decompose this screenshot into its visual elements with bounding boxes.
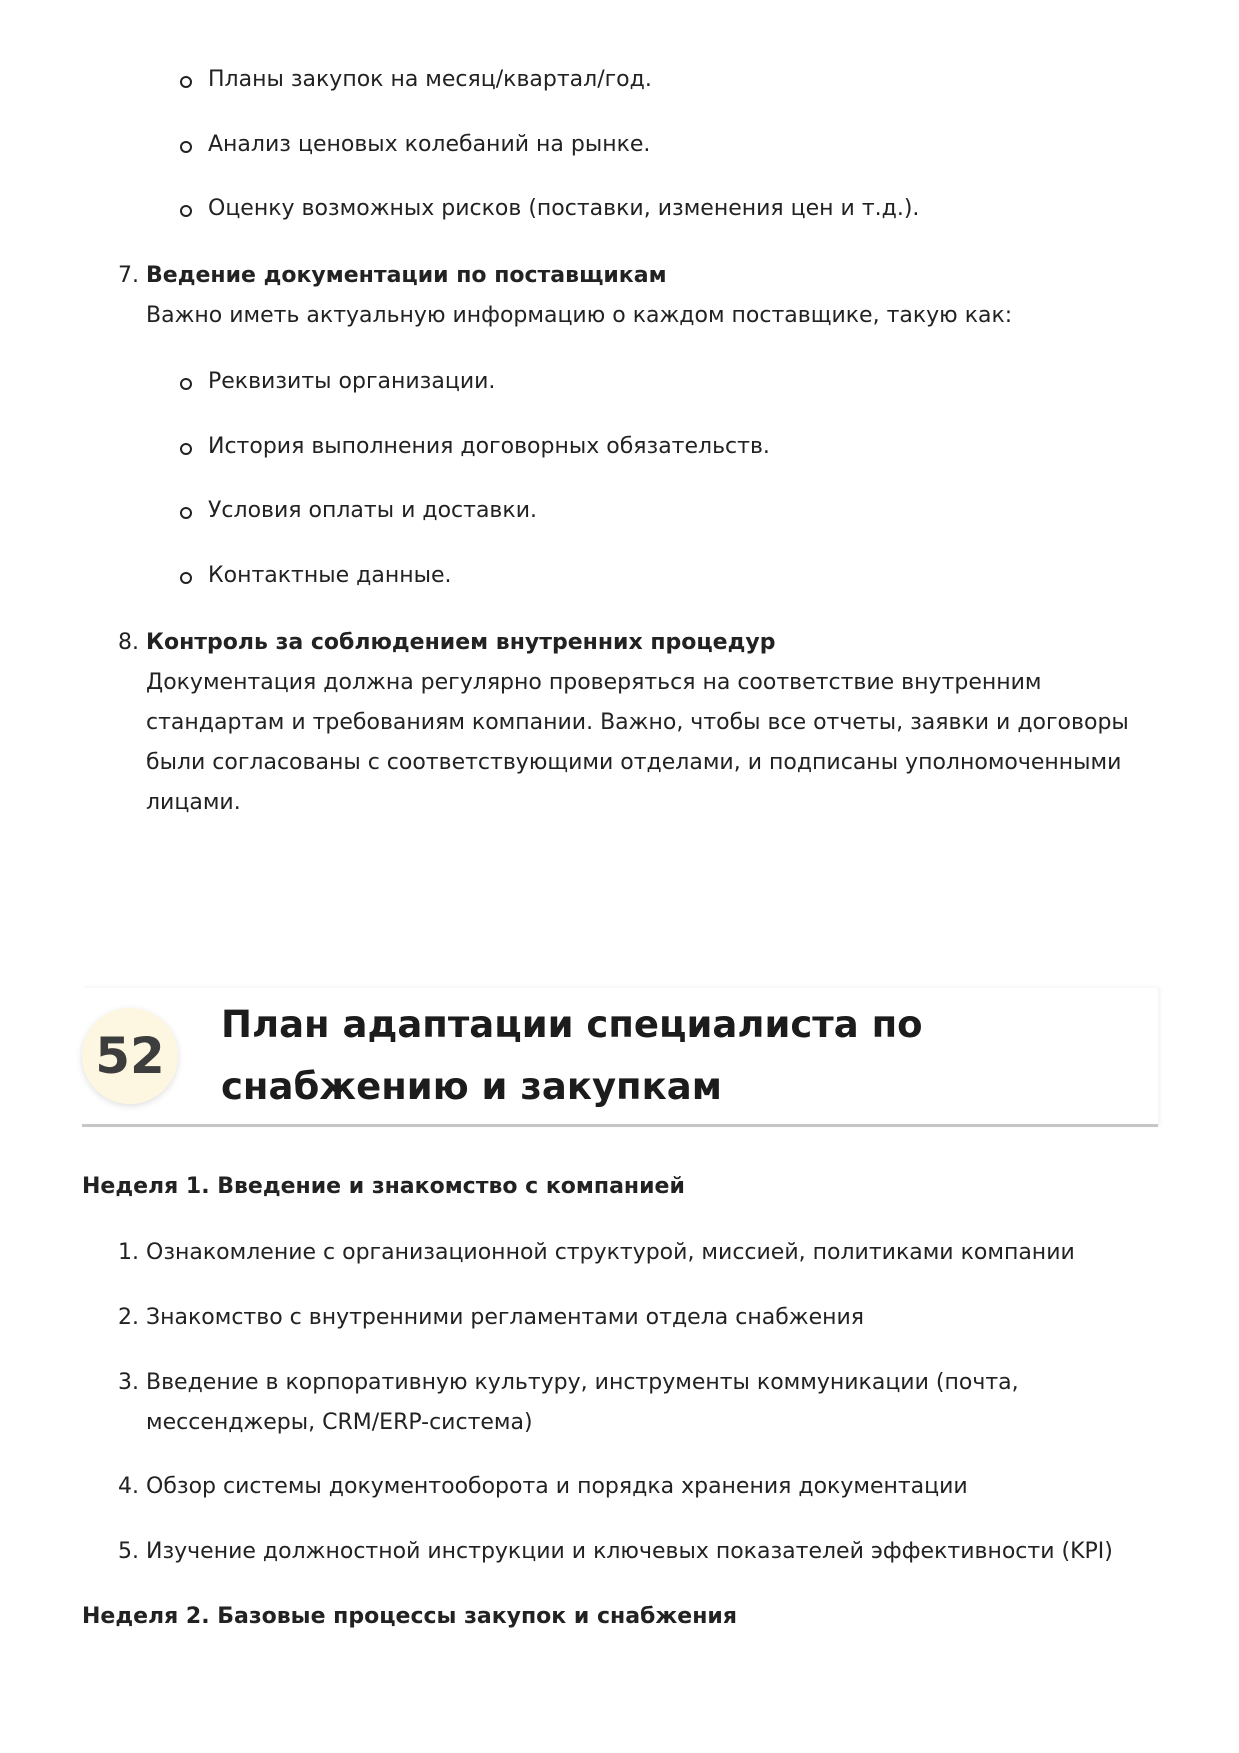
list-item: Реквизиты организации. — [208, 366, 495, 398]
list-item: История выполнения договорных обязательств. — [208, 431, 770, 463]
bullet-ring-icon — [180, 507, 192, 519]
bullet-ring-icon — [180, 205, 192, 217]
list-item: 5. Изучение должностной инструкции и ключевых показателей эффективности (KPI) — [118, 1539, 1113, 1564]
list-item: 4. Обзор системы документооборота и порядка хранения документации — [118, 1474, 968, 1499]
item-title: Контроль за соблюдением внутренних процедур — [146, 630, 776, 655]
item-title: Ведение документации по поставщикам — [146, 263, 667, 288]
section-number-badge: 52 — [82, 1008, 178, 1104]
list-item: 2. Знакомство с внутренними регламентами отдела снабжения — [118, 1305, 865, 1330]
item-text: Документация должна регулярно проверяться на соответствие внутренним стандартам и требованиям компании. Важно, чтобы все отчеты, заявки и договоры были согласованы с соответствующими отделами, и подписаны уполномоченными лицами. — [146, 670, 1129, 815]
section-header — [82, 988, 1158, 1127]
bullet-ring-icon — [180, 572, 192, 584]
numbered-item-7: 7. Ведение документации по поставщикам Важно иметь актуальную информацию о каждом поставщике, такую как: — [146, 256, 1136, 336]
numbered-item-8: 8. Контроль за соблюдением внутренних процедур Документация должна регулярно проверяться на соответствие внутренним стандартам и требованиям компании. Важно, чтобы все отчеты, заявки и договоры были согласованы с соответствующими отделами, и подписаны уполномоченными лицами. — [146, 623, 1136, 823]
list-item: Условия оплаты и доставки. — [208, 495, 537, 527]
bullet-ring-icon — [180, 443, 192, 455]
list-item: Контактные данные. — [208, 560, 452, 592]
bullet-ring-icon — [180, 141, 192, 153]
week-2-heading: Неделя 2. Базовые процессы закупок и снабжения — [82, 1604, 737, 1629]
bullet-ring-icon — [180, 76, 192, 88]
list-item: 3. Введение в корпоративную культуру, инструменты коммуникации (почта, мессенджеры, CRM/ERP-система) — [118, 1370, 1019, 1435]
list-item: Планы закупок на месяц/квартал/год. — [208, 64, 652, 96]
list-item: 1. Ознакомление с организационной структурой, миссией, политиками компании — [118, 1240, 1075, 1265]
week-1-heading: Неделя 1. Введение и знакомство с компанией — [82, 1174, 685, 1199]
list-item: Анализ ценовых колебаний на рынке. — [208, 129, 650, 161]
section-title: План адаптации специалиста по снабжению и закупкам — [221, 1003, 923, 1108]
item-text: Важно иметь актуальную информацию о каждом поставщике, такую как: — [146, 303, 1013, 328]
bullet-ring-icon — [180, 378, 192, 390]
list-item: Оценку возможных рисков (поставки, изменения цен и т.д.). — [208, 193, 919, 225]
